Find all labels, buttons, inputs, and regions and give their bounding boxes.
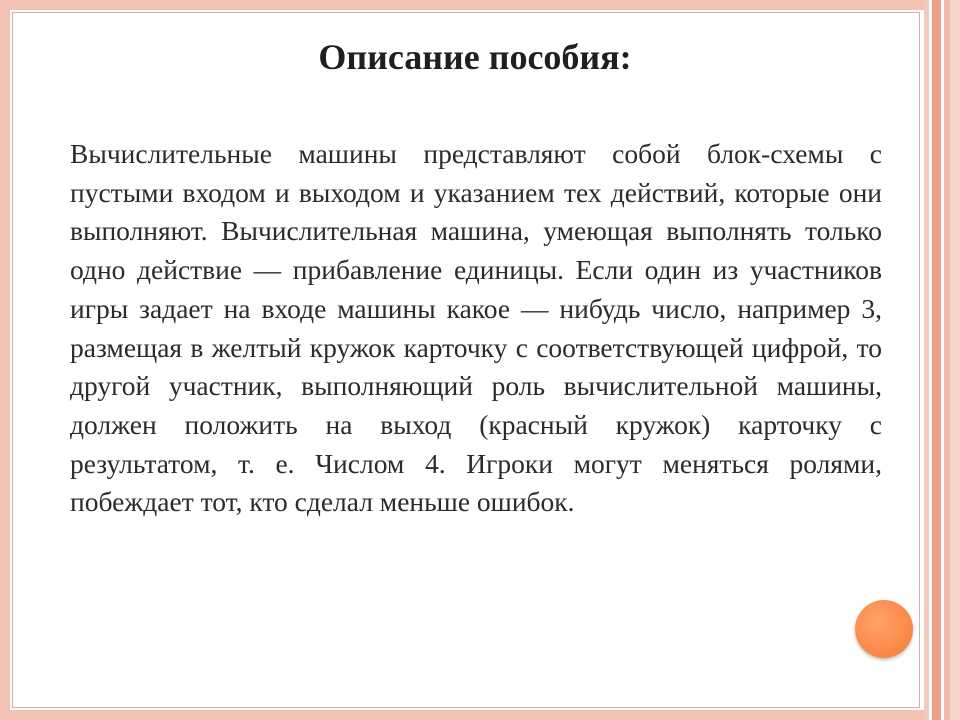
stripe [932,0,941,720]
slide-body-text: Вычислительные машины представляют собой блок-схемы с пустыми входом и выходом и указанием тех действий, которые они выполняют. Вычислительная машина, умеющая выполнять только одно действие — прибавление единицы. Если один из участников игры задает на входе машины какое — нибудь число, например 3, размещая в желтый кружок карточку с соответствующей цифрой, то другой участник, выполняющий роль вычислительной машины, должен положить на выход (красный кружок) карточку с результатом, т. е. Числом 4. Игроки могут меняться ролями, побеждает тот, кто сделал меньше ошибок. [70,138,882,518]
decorative-circle-icon [855,600,913,658]
stripe [950,0,960,720]
slide-title: Описание пособия: [318,37,632,77]
decorative-side-stripes [924,0,960,720]
